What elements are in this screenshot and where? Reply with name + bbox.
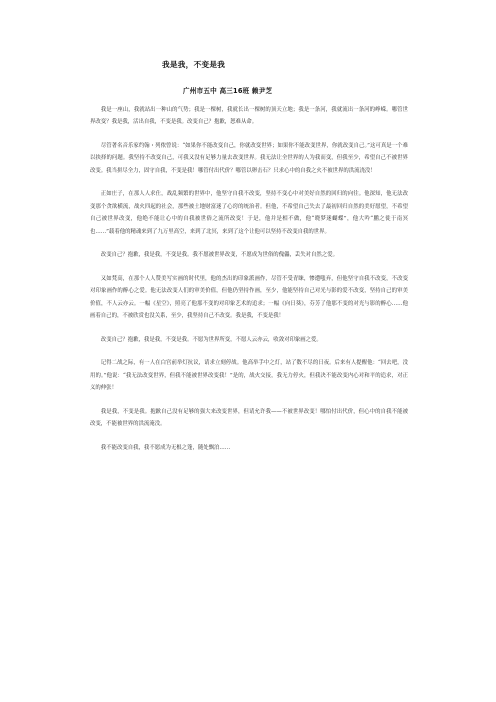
paragraph: 改变自己？抱歉，我是我，不变是我。不愿为世界所变，不愿人云亦云，收敛对印象画之爱。 [100,336,322,343]
paragraph: 记得二战之际，有一人在白宫前举灯抗议，请求立刻停战。他高举手中之灯，站了数不尽的日夜。后来有人提醒他：“回去吧，没用的。”他说：“我无法改变世界，但我不能被世界改变我！”是的，战火交接，我无力停火，但我决不能改变内心对和平的追求，对正义的伸张！ [90,360,408,392]
paragraph: 又如梵高，在那个人人赞美写实画的时代里，他的杰出的印象派画作，尽管不受青睐，惨遭嗤弃，但他坚守自我不改变，不改变对印象画作的醉心之爱。他无法改变人们的审美价值，但他仍坚持作画，至少，他能坚持自己对光与影的爱不改变，坚持自己的审美价值，不人云亦云。一幅《星空》，照亮了他那不变的对印象艺术的追求；一幅《向日葵》，芬芳了他那不变的对光与影的醉心……他画着自己的，不被欣赏也没关系，至少，我坚持自己不改变。我是我，不变是我！ [90,275,408,320]
essay-title: 我是我，不变是我 [162,60,226,69]
paragraph: 我是一座山，我就站出一种山的气势；我是一棵树，我就长出一棵树的顶天立地；我是一条河，我就流出一条河的峥嵘。哪管世界改变？我是我，活出自我，不变是我。改变自己？抱歉，恕难从命。 [90,107,408,126]
paragraph: 尽管著名音乐家约翰・列侬曾说：“如果你不能改变自己，你就改变世界；如果你不能改变世界，你就改变自己。”这可真是一个难以抉择的问题。我坚持不改变自己，可我又没有足够力量去改变世界。我无法让全世界的人为我而变，但我至少，希望自己不被世界改变。我当拼尽全力，固守自我，不变是我！哪管付出代价？哪管以卵击石？只求心中的自我之火不被世界的洪流浇没！ [90,143,408,174]
paragraph: 我不能改变自我，我不愿成为无根之蓬，随处飘泊…… [100,444,231,451]
essay-body [90,104,408,465]
author-line: 广州市五中 高三16班 赖尹芝 [183,87,273,95]
paragraph: 正如庄子，在那人人求仕，战乱频繁的世界中，他坚守自我不改变，坚持不变心中对美好自然的回归的向往。他深知，他无法改变那个贪欲横流，战火四起的社会，那些被土地财富迷了心窍的统治者。但他，不希望自己失去了最初回归自然的美好愿望，不希望自己被世界改变，他绝不能让心中的自我被世俗之流所改变！于是，他并是相不做，他“晓梦迷蝴蝶”，他大吟“鹏之徙于南冥也……”载着他的精魂来到了九万里高空，来到了北冥，来到了这个让他可以坚持不改变自我的世界。 [90,191,408,235]
paragraph: 我是我，不变是我。抱歉自己没有足够的强大来改变世界，但请允许我——不被世界改变！哪怕付出代价，但心中的自我不能被改变，不能被世界的洪流淹没。 [90,408,408,428]
paragraph: 改变自己？抱歉，我是我，不变是我。我不愿被世界改变，不愿成为世俗的傀儡，丢失对自然之爱。 [100,252,338,259]
